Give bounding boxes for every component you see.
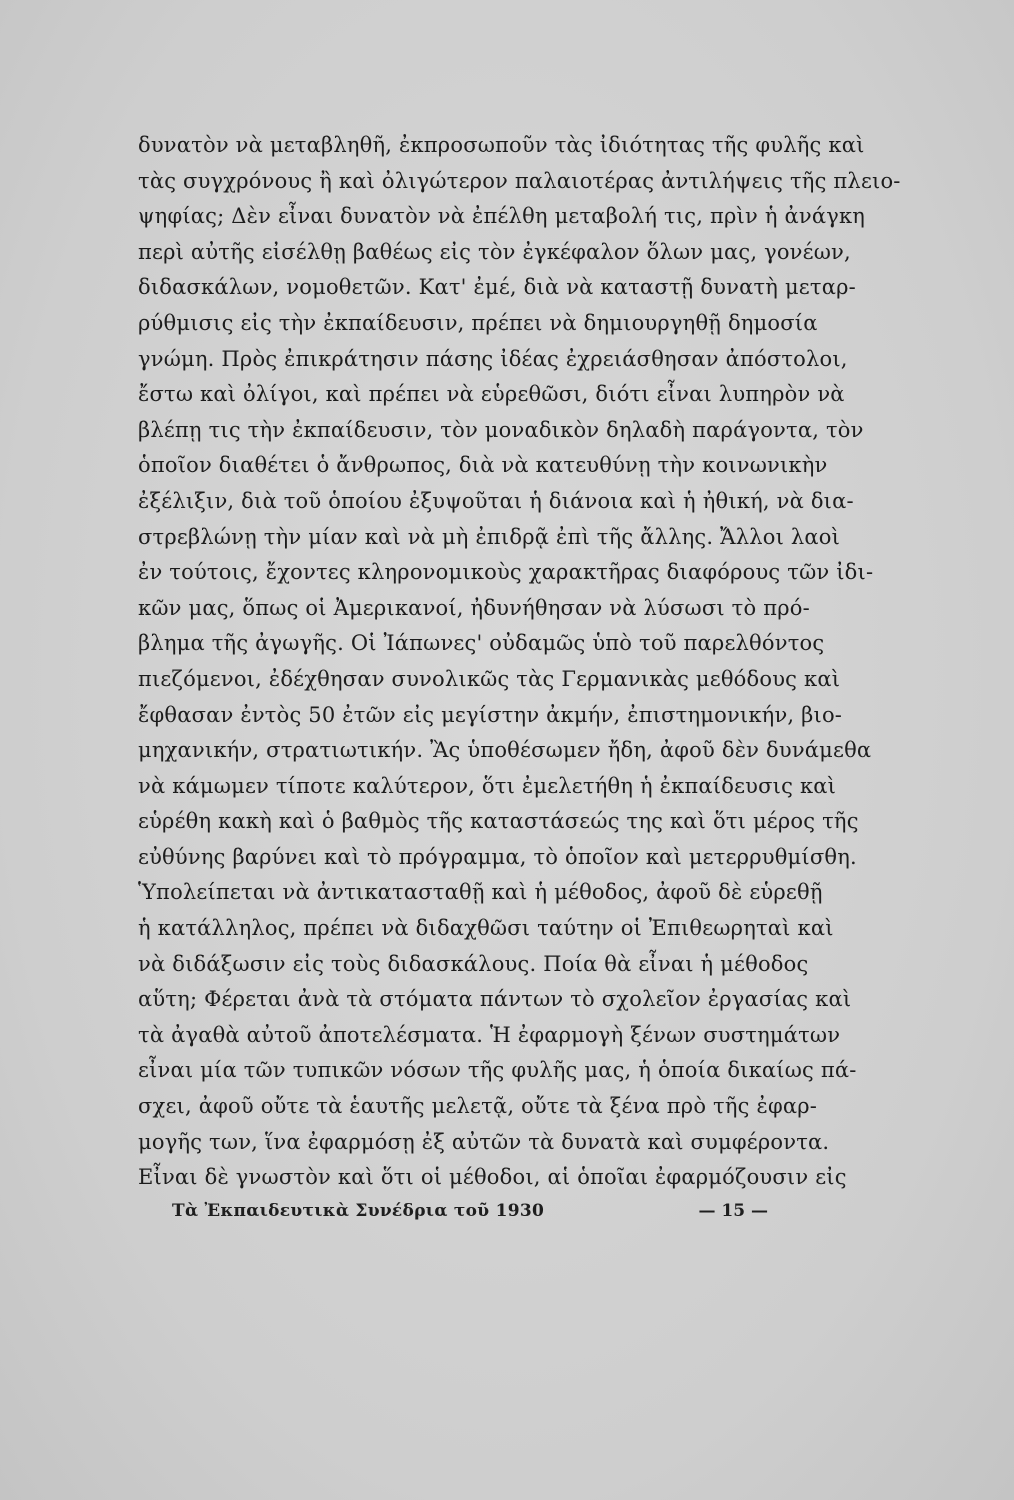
text-line: μογῆς των, ἵνα ἐφαρμόσῃ ἐξ αὐτῶν τὰ δυνατὰ καὶ συμφέροντα.	[138, 1129, 830, 1154]
text-line: ἐν τούτοις, ἔχοντες κληρονομικοὺς χαρακτῆρας διαφόρους τῶν ἰδι-	[138, 560, 874, 585]
text-line: διδασκάλων, νομοθετῶν. Κατ' ἐμέ, διὰ νὰ καταστῇ δυνατὴ μεταρ-	[138, 275, 856, 300]
page-footer	[172, 1196, 768, 1226]
text-line: βλέπῃ τις τὴν ἐκπαίδευσιν, τὸν μοναδικὸν δηλαδὴ παράγοντα, τὸν	[138, 417, 864, 442]
text-line: μηχανικήν, στρατιωτικήν. Ἂς ὑποθέσωμεν ἤδη, ἀφοῦ δὲν δυνάμεθα	[138, 738, 872, 763]
text-line: κῶν μας, ὅπως οἱ Ἀμερικανοί, ἠδυνήθησαν νὰ λύσωσι τὸ πρό-	[138, 595, 810, 620]
text-line: τὰ ἀγαθὰ αὐτοῦ ἀποτελέσματα. Ἡ ἐφαρμογὴ ξένων συστημάτων	[138, 1022, 841, 1047]
text-line: ψηφίας; Δὲν εἶναι δυνατὸν νὰ ἐπέλθη μεταβολή τις, πρὶν ἡ ἀνάγκη	[138, 204, 866, 229]
text-line: πιεζόμενοι, ἐδέχθησαν συνολικῶς τὰς Γερμανικὰς μεθόδους καὶ	[138, 666, 841, 691]
text-line: Ὑπολείπεται νὰ ἀντικατασταθῇ καὶ ἡ μέθοδος, ἀφοῦ δὲ εὑρεθῇ	[138, 880, 823, 905]
text-line: περὶ αὐτῆς εἰσέλθῃ βαθέως εἰς τὸν ἐγκέφαλον ὅλων μας, γονέων,	[138, 239, 851, 264]
text-line: σχει, ἀφοῦ οὔτε τὰ ἑαυτῆς μελετᾷ, οὔτε τὰ ξένα πρὸ τῆς ἐφαρ-	[138, 1094, 818, 1119]
text-line: αὕτη; Φέρεται ἀνὰ τὰ στόματα πάντων τὸ σχολεῖον ἐργασίας καὶ	[138, 987, 852, 1012]
text-line: Εἶναι δὲ γνωστὸν καὶ ὅτι οἱ μέθοδοι, αἱ ὁποῖαι ἐφαρμόζουσιν εἰς	[138, 1165, 847, 1190]
text-line: εὐθύνης βαρύνει καὶ τὸ πρόγραμμα, τὸ ὁποῖον καὶ μετερρυθμίσθη.	[138, 844, 857, 869]
text-line: βλημα τῆς ἀγωγῆς. Οἱ Ἰάπωνες' οὐδαμῶς ὑπὸ τοῦ παρελθόντος	[138, 631, 825, 656]
text-line: εὑρέθη κακὴ καὶ ὁ βαθμὸς τῆς καταστάσεώς της καὶ ὅτι μέρος τῆς	[138, 809, 859, 834]
text-line: στρεβλώνῃ τὴν μίαν καὶ νὰ μὴ ἐπιδρᾷ ἐπὶ τῆς ἄλλης. Ἄλλοι λαοὶ	[138, 524, 841, 549]
text-line: νὰ κάμωμεν τίποτε καλύτερον, ὅτι ἐμελετήθη ἡ ἐκπαίδευσις καὶ	[138, 773, 837, 798]
text-line: ἐξέλιξιν, διὰ τοῦ ὁποίου ἐξυψοῦται ἡ διάνοια καὶ ἡ ἠθική, νὰ δια-	[138, 488, 854, 513]
text-line: νὰ διδάξωσιν εἰς τοὺς διδασκάλους. Ποία θὰ εἶναι ἡ μέθοδος	[138, 951, 809, 976]
text-line: εἶναι μία τῶν τυπικῶν νόσων τῆς φυλῆς μας, ἡ ὁποία δικαίως πά-	[138, 1058, 857, 1083]
text-line: ρύθμισις εἰς τὴν ἐκπαίδευσιν, πρέπει νὰ δημιουργηθῇ δημοσία	[138, 310, 818, 335]
body-text	[138, 128, 901, 1196]
page-number: — 15 —	[698, 1201, 768, 1221]
text-line: ὁποῖον διαθέτει ὁ ἄνθρωπος, διὰ νὰ κατευθύνῃ τὴν κοινωνικὴν	[138, 453, 828, 478]
text-line: γνώμη. Πρὸς ἐπικράτησιν πάσης ἰδέας ἐχρειάσθησαν ἀπόστολοι,	[138, 346, 848, 371]
text-line: δυνατὸν νὰ μεταβληθῆ, ἐκπροσωποῦν τὰς ἰδιότητας τῆς φυλῆς καὶ	[138, 133, 865, 157]
text-line: ἔστω καὶ ὀλίγοι, καὶ πρέπει νὰ εὑρεθῶσι, διότι εἶναι λυπηρὸν νὰ	[138, 382, 845, 407]
text-line: ἔφθασαν ἐντὸς 50 ἐτῶν εἰς μεγίστην ἀκμήν, ἐπιστημονικήν, βιο-	[138, 702, 843, 727]
text-line: τὰς συγχρόνους ἢ καὶ ὀλιγώτερον παλαιοτέρας ἀντιλήψεις τῆς πλειο-	[138, 168, 901, 193]
footer-title: Τὰ Ἐκπαιδευτικὰ Συνέδρια τοῦ 1930	[172, 1201, 545, 1221]
text-line: ἡ κατάλληλος, πρέπει νὰ διδαχθῶσι ταύτην οἱ Ἐπιθεωρηταὶ καὶ	[138, 916, 834, 941]
